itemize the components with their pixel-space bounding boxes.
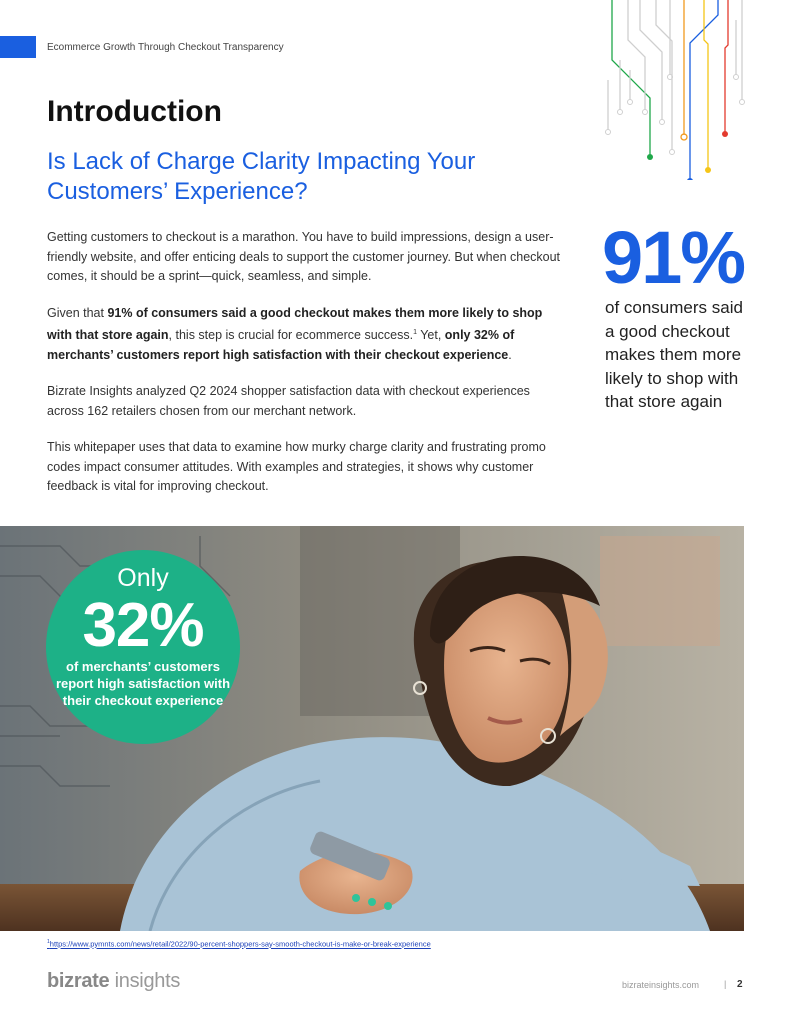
header-accent-tab: [0, 36, 36, 58]
footnote-link[interactable]: https://www.pymnts.com/news/retail/2022/90-percent-shoppers-say-smooth-checkout-is-make-or-break-experience: [49, 939, 431, 949]
badge-caption: of merchants’ customers report high satisfaction with their checkout experience: [55, 659, 231, 708]
bizrate-insights-logo: [47, 970, 180, 993]
section-heading: Introduction: [47, 95, 222, 128]
footnote[interactable]: [47, 939, 431, 949]
badge-prefix: Only: [117, 564, 169, 592]
bold-stat-91: 91% of consumers said a good checkout makes them more likely to shop with that store again: [47, 305, 543, 343]
paragraph-3: Bizrate Insights analyzed Q2 2024 shopper satisfaction data with checkout experiences across 162 retailers chosen from our merchant network.: [47, 384, 530, 418]
text-run: Yet,: [416, 328, 445, 343]
logo-light-text: insights: [109, 970, 181, 992]
bold-stat-32: only 32% of merchants’ customers report high satisfaction with their checkout experience: [47, 328, 515, 362]
callout-stat-caption: of consumers said a good checkout makes them more likely to shop with that store again: [605, 298, 743, 411]
circuit-lines-graphic: [600, 0, 750, 180]
section-subheading: Is Lack of Charge Clarity Impacting Your Customers’ Experience?: [47, 148, 476, 205]
text-run: .: [508, 347, 512, 362]
logo-bold-text: bizrate: [47, 970, 110, 992]
stat-badge-32: [46, 550, 240, 744]
footer-separator: |: [724, 979, 727, 989]
running-header: Ecommerce Growth Through Checkout Transparency: [47, 42, 284, 53]
text-run: Given that: [47, 305, 108, 320]
paragraph-1: Getting customers to checkout is a marathon. You have to build impressions, design a user-friendly website, and offer enticing deals to support the customer journey. But when checkout comes, it should be a sprint—quick, seamless, and simple.: [47, 230, 561, 283]
footnote-marker: 1: [47, 939, 50, 945]
footer-site-url[interactable]: bizrateinsights.com: [622, 980, 700, 990]
page-number: 2: [737, 979, 743, 990]
paragraph-2: [47, 304, 562, 366]
footnote-ref: 1: [413, 329, 417, 336]
text-run: , this step is crucial for ecommerce success.: [168, 328, 414, 343]
body-text: [47, 228, 562, 514]
callout-stat-value: 91%: [602, 216, 745, 299]
badge-value: 32%: [82, 591, 204, 660]
paragraph-4: This whitepaper uses that data to examine how murky charge clarity and frustrating promo codes impact consumer attitudes. With examples and strategies, it shows why customer feedback is vital for improving checkout.: [47, 440, 546, 494]
